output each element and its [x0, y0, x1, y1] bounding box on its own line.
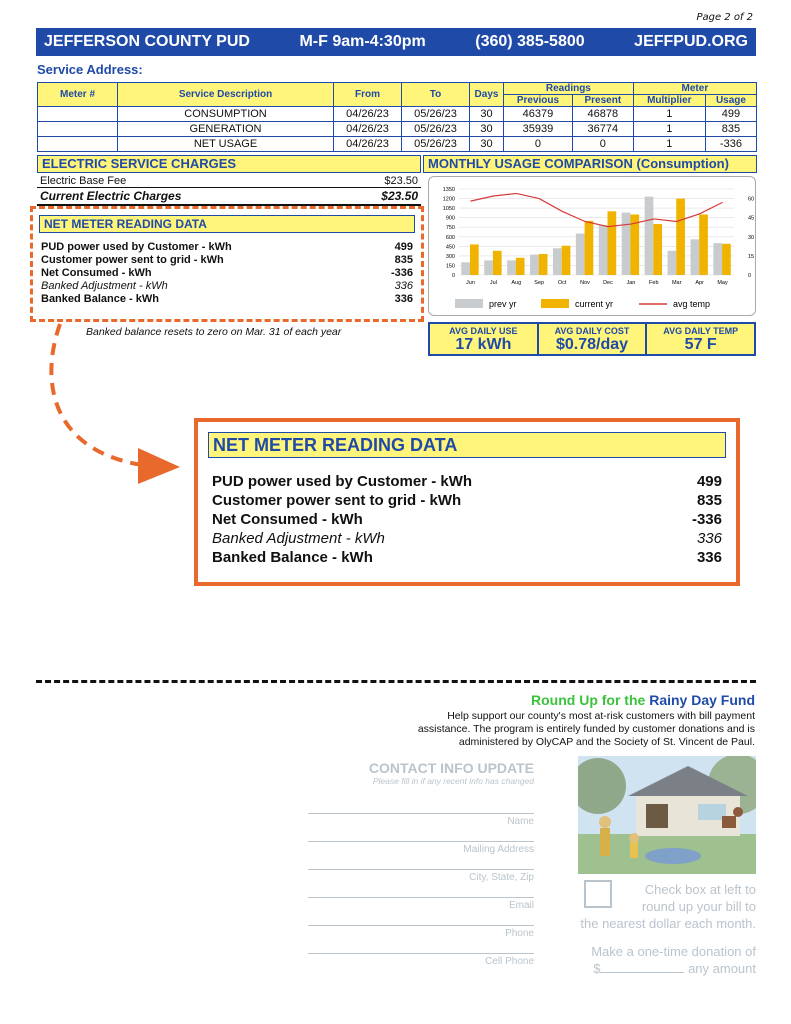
net-meter-value: 336: [696, 530, 722, 547]
legend-label-prev: prev yr: [489, 299, 517, 309]
callout-arrow: [30, 320, 200, 490]
legend-label-temp: avg temp: [673, 299, 711, 309]
net-meter-value: 835: [394, 254, 413, 266]
round-up-title: [531, 692, 755, 708]
bar-current-yr: [699, 214, 708, 275]
meter-cell-multiplier: 1: [633, 122, 705, 137]
net-meter-label: PUD power used by Customer - kWh: [212, 473, 473, 490]
x-tick-label: Oct: [557, 280, 567, 286]
stat-label: AVG DAILY COST: [554, 326, 630, 336]
contact-field-input[interactable]: [308, 940, 534, 954]
present-header: Present: [572, 95, 633, 107]
net-meter-row: [212, 472, 722, 491]
office-hours: M-F 9am-4:30pm: [299, 33, 426, 50]
onetime-line: Make a one-time donation of: [591, 944, 756, 959]
contact-field-input[interactable]: [308, 800, 534, 814]
legend-swatch-prev: [455, 299, 483, 308]
meter-cell-usage: 835: [705, 122, 756, 137]
bar-current-yr: [722, 244, 731, 275]
x-tick-label: Jul: [489, 280, 497, 286]
meter-cell-multiplier: 1: [633, 107, 705, 122]
meter-cell-description: NET USAGE: [118, 137, 334, 152]
usage-chart: [429, 177, 757, 317]
contact-field-label: Email: [508, 900, 534, 911]
charges-section: [37, 155, 421, 206]
net-meter-value: -336: [691, 511, 722, 528]
legend-label-current: current yr: [575, 299, 614, 309]
net-meter-value: -336: [390, 267, 413, 279]
bar-current-yr: [493, 251, 502, 275]
bar-prev-yr: [668, 251, 677, 275]
bar-prev-yr: [713, 243, 722, 275]
round-up-title-part2: Rainy Day Fund: [649, 692, 755, 708]
meter-cell-to: 05/26/23: [402, 122, 470, 137]
contact-field-label: Name: [507, 816, 534, 827]
round-up-title-part1: Round Up for the: [531, 692, 650, 708]
contact-title: CONTACT INFO UPDATE: [368, 760, 534, 776]
net-meter-row: [212, 529, 722, 548]
y-tick-label: 600: [445, 234, 455, 241]
net-meter-label: Net Consumed - kWh: [212, 511, 363, 528]
net-meter-heading-zoomed: NET METER READING DATA: [208, 432, 726, 458]
stat-avg-temp: [647, 324, 754, 354]
x-tick-label: Dec: [603, 280, 613, 286]
bar-current-yr: [676, 199, 685, 275]
service-address-label: Service Address:: [37, 62, 143, 77]
meter-row: [38, 137, 757, 152]
net-meter-row: [212, 548, 722, 567]
y2-tick-label: 15: [748, 253, 755, 260]
x-tick-label: Sep: [534, 280, 545, 286]
donation-amount-field[interactable]: [600, 961, 684, 973]
contact-subtitle: Please fill in if any recent info has changed: [372, 776, 534, 786]
net-meter-row: [41, 293, 413, 306]
current-charges-row: [37, 188, 421, 206]
house-illustration: [578, 756, 756, 874]
meter-row: [38, 107, 757, 122]
bar-current-yr: [562, 246, 571, 275]
net-meter-value: 336: [394, 293, 413, 305]
bar-prev-yr: [553, 248, 562, 275]
meter-cell-present: 46878: [572, 107, 633, 122]
meter-cell-from: 04/26/23: [334, 137, 402, 152]
tear-line: [36, 680, 756, 683]
meter-cell-meter: [38, 107, 118, 122]
meter-cell-previous: 0: [504, 137, 573, 152]
x-tick-label: Jun: [466, 280, 475, 286]
bar-prev-yr: [690, 239, 699, 275]
x-tick-label: Feb: [649, 280, 659, 286]
usage-header: Usage: [705, 95, 756, 107]
bar-prev-yr: [484, 260, 493, 275]
net-meter-value: 336: [696, 549, 722, 566]
y2-tick-label: 30: [748, 234, 755, 241]
contact-field-label: City, State, Zip: [469, 872, 534, 883]
net-meter-label: Banked Balance - kWh: [212, 549, 373, 566]
bar-current-yr: [585, 221, 594, 275]
contact-field-input[interactable]: [308, 828, 534, 842]
bar-current-yr: [539, 254, 548, 275]
meter-cell-to: 05/26/23: [402, 107, 470, 122]
meter-cell-from: 04/26/23: [334, 122, 402, 137]
x-tick-label: Apr: [695, 280, 704, 286]
bar-current-yr: [470, 244, 479, 275]
meter-cell-description: GENERATION: [118, 122, 334, 137]
bar-prev-yr: [530, 255, 539, 275]
website-link[interactable]: JEFFPUD.ORG: [634, 33, 748, 50]
y-tick-label: 750: [445, 225, 455, 232]
contact-field-label: Cell Phone: [485, 956, 534, 967]
y-tick-label: 1350: [442, 187, 455, 193]
net-meter-label: Customer power sent to grid - kWh: [212, 492, 462, 509]
current-charges-value: $23.50: [381, 189, 418, 203]
meter-cell-present: 0: [572, 137, 633, 152]
base-fee-row: [37, 175, 421, 188]
meter-table: [37, 82, 757, 152]
meter-cell-days: 30: [470, 137, 504, 152]
x-tick-label: Jan: [626, 280, 636, 286]
x-tick-label: Aug: [511, 280, 522, 286]
stat-value: 57 F: [684, 336, 717, 353]
stat-value: $0.78/day: [555, 336, 629, 353]
meter-header: Meter #: [38, 83, 118, 107]
net-meter-row: [212, 491, 722, 510]
phone-number[interactable]: (360) 385-5800: [475, 33, 585, 50]
onetime-donation: [540, 943, 756, 977]
net-meter-row: [41, 267, 413, 280]
net-meter-row: [212, 510, 722, 529]
banked-note: Banked balance resets to zero on Mar. 31 of each year: [86, 326, 342, 338]
net-meter-row: [41, 241, 413, 254]
meter-cell-present: 36774: [572, 122, 633, 137]
multiplier-header: Multiplier: [633, 95, 705, 107]
net-meter-row: [41, 254, 413, 267]
round-up-line: assistance. The program is entirely funded by customer donations and is: [417, 723, 755, 735]
meter-cell-previous: 46379: [504, 107, 573, 122]
bar-prev-yr: [599, 225, 608, 275]
current-charges-label: Current Electric Charges: [40, 189, 182, 203]
house-illustration-art: [578, 756, 756, 874]
net-meter-list-small: [33, 233, 421, 306]
meter-row: [38, 122, 757, 137]
net-meter-value: 499: [696, 473, 722, 490]
stat-value: 17 kWh: [455, 336, 512, 353]
x-tick-label: Mar: [671, 280, 682, 286]
charges-heading: ELECTRIC SERVICE CHARGES: [37, 155, 421, 173]
stats-bar: [428, 322, 756, 356]
net-meter-label: Banked Balance - kWh: [41, 293, 159, 305]
meter-cell-from: 04/26/23: [334, 107, 402, 122]
contact-field-label: Mailing Address: [463, 844, 534, 855]
net-meter-value: 336: [394, 280, 413, 292]
y2-tick-label: 45: [748, 215, 755, 222]
y-tick-label: 900: [445, 215, 455, 222]
net-meter-label: Banked Adjustment - kWh: [41, 280, 168, 292]
page-number: Page 2 of 2: [696, 12, 753, 23]
base-fee-value: $23.50: [384, 175, 418, 187]
check-line: the nearest dollar each month.: [580, 916, 756, 931]
utility-name: JEFFERSON COUNTY PUD: [44, 33, 250, 50]
net-meter-value: 835: [696, 492, 722, 509]
usage-chart-frame: [428, 176, 756, 316]
net-meter-label: Net Consumed - kWh: [41, 267, 152, 279]
contact-field-input[interactable]: [308, 856, 534, 870]
contact-field-label: Phone: [505, 928, 534, 939]
bar-prev-yr: [645, 197, 654, 275]
meter-cell-multiplier: 1: [633, 137, 705, 152]
callout-arrow-line: [51, 324, 142, 465]
onetime-amount-row: [540, 960, 756, 977]
round-up-line: Help support our county's most at-risk customers with bill payment: [447, 710, 755, 722]
round-up-line: administered by OlyCAP and the Society of St. Vincent de Paul.: [458, 736, 755, 748]
net-meter-heading-small: NET METER READING DATA: [39, 215, 415, 233]
y2-tick-label: 0: [748, 273, 752, 279]
round-up-description: [355, 710, 755, 749]
contact-field-input[interactable]: [308, 912, 534, 926]
description-header: Service Description: [118, 83, 334, 107]
net-meter-row: [41, 280, 413, 293]
net-meter-label: Banked Adjustment - kWh: [212, 530, 385, 547]
from-header: From: [334, 83, 402, 107]
previous-header: Previous: [504, 95, 573, 107]
y-tick-label: 1050: [442, 206, 455, 213]
bar-prev-yr: [507, 260, 516, 275]
y-tick-label: 1200: [442, 196, 455, 203]
y2-tick-label: 60: [748, 196, 755, 203]
check-line: round up your bill to: [641, 899, 756, 914]
stat-avg-cost: [539, 324, 648, 354]
base-fee-label: Electric Base Fee: [40, 175, 127, 187]
net-meter-callout-small: [30, 206, 424, 322]
bar-prev-yr: [461, 262, 470, 275]
meter-cell-days: 30: [470, 122, 504, 137]
stat-label: AVG DAILY USE: [449, 326, 518, 336]
dollar-sign: $: [593, 961, 601, 976]
utility-banner: [36, 28, 756, 56]
legend-swatch-current: [541, 299, 569, 308]
stat-label: AVG DAILY TEMP: [663, 326, 739, 336]
callout-arrow-head: [138, 448, 180, 484]
y-tick-label: 300: [445, 253, 455, 260]
net-meter-label: PUD power used by Customer - kWh: [41, 241, 232, 253]
meter-cell-to: 05/26/23: [402, 137, 470, 152]
y-tick-label: 0: [451, 273, 455, 279]
contact-field-input[interactable]: [308, 884, 534, 898]
bar-current-yr: [653, 224, 662, 275]
meter-group-header: Meter: [633, 83, 756, 95]
stat-avg-use: [430, 324, 539, 354]
bar-prev-yr: [576, 234, 585, 275]
net-meter-zoomed: [194, 418, 740, 586]
bar-current-yr: [608, 211, 617, 275]
net-meter-value: 499: [394, 241, 413, 253]
net-meter-label: Customer power sent to grid - kWh: [41, 254, 224, 266]
round-up-instructions: [540, 881, 756, 932]
net-meter-list-zoomed: [198, 458, 736, 567]
meter-cell-meter: [38, 122, 118, 137]
y-tick-label: 450: [445, 244, 455, 251]
x-tick-label: Nov: [580, 280, 590, 286]
meter-cell-usage: -336: [705, 137, 756, 152]
to-header: To: [402, 83, 470, 107]
meter-cell-meter: [38, 137, 118, 152]
days-header: Days: [470, 83, 504, 107]
check-line: Check box at left to: [644, 882, 756, 897]
bar-prev-yr: [622, 213, 631, 275]
meter-cell-days: 30: [470, 107, 504, 122]
any-amount-label: any amount: [688, 961, 756, 976]
bar-current-yr: [516, 258, 525, 275]
meter-cell-previous: 35939: [504, 122, 573, 137]
usage-comparison-heading: MONTHLY USAGE COMPARISON (Consumption): [423, 155, 757, 173]
meter-cell-description: CONSUMPTION: [118, 107, 334, 122]
y-tick-label: 150: [445, 263, 455, 270]
meter-cell-usage: 499: [705, 107, 756, 122]
readings-header: Readings: [504, 83, 634, 95]
x-tick-label: May: [717, 280, 728, 286]
